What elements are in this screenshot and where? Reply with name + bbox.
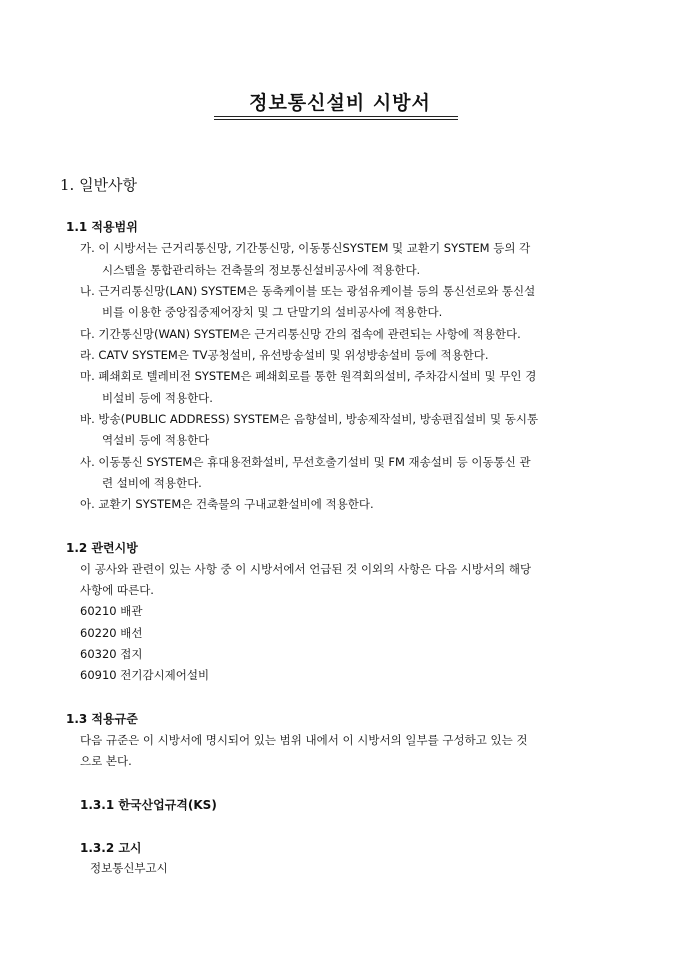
section-1-1-heading: 1.1 적용범위 (66, 220, 138, 234)
related-spec-ref: 60210 배관 (80, 604, 143, 618)
standards-para-line1: 다음 규준은 이 시방서에 명시되어 있는 범위 내에서 이 시방서의 일부를 구성하고 있는 것 (80, 733, 528, 747)
scope-item-ga-line2: 시스템을 통합관리하는 건축물의 정보통신설비공사에 적용한다. (102, 263, 421, 277)
section-1-3-heading: 1.3 적용규준 (66, 712, 138, 726)
scope-item-da: 다. 기간통신망(WAN) SYSTEM은 근거리통신망 간의 접속에 관련되는 사항에 적용한다. (80, 327, 521, 341)
section-1-2-heading: 1.2 관련시방 (66, 541, 138, 555)
title-underline-bottom (214, 119, 458, 120)
scope-item-ma-line2: 비설비 등에 적용한다. (102, 391, 213, 405)
scope-item-ba-line2: 역설비 등에 적용한다 (102, 433, 210, 447)
section-1-heading: 1. 일반사항 (60, 176, 138, 194)
scope-item-a: 아. 교환기 SYSTEM은 건축물의 구내교환설비에 적용한다. (80, 497, 374, 511)
related-spec-ref: 60220 배선 (80, 626, 143, 640)
scope-item-ba-line1: 바. 방송(PUBLIC ADDRESS) SYSTEM은 음향설비, 방송제작설비, 방송편집설비 및 동시통 (80, 412, 539, 426)
notice-text: 정보통신부고시 (90, 861, 168, 875)
related-spec-ref: 60320 접지 (80, 647, 143, 661)
related-spec-ref: 60910 전기감시제어설비 (80, 668, 210, 682)
scope-item-na-line2: 비를 이용한 중앙집중제어장치 및 그 단말기의 설비공사에 적용한다. (102, 305, 443, 319)
scope-item-sa-line2: 련 설비에 적용한다. (102, 476, 202, 490)
document-title: 정보통신설비 시방서 (249, 92, 431, 114)
standards-para-line2: 으로 본다. (80, 754, 132, 768)
title-underline-top (214, 116, 458, 117)
section-1-3-1-heading: 1.3.1 한국산업규격(KS) (80, 798, 217, 812)
scope-item-sa-line1: 사. 이동통신 SYSTEM은 휴대용전화설비, 무선호출기설비 및 FM 재송설비 등 이동통신 관 (80, 455, 531, 469)
scope-item-ga-line1: 가. 이 시방서는 근거리통신망, 기간통신망, 이동통신SYSTEM 및 교환기 SYSTEM 등의 각 (80, 241, 531, 255)
scope-item-ra: 라. CATV SYSTEM은 TV공청설비, 유선방송설비 및 위성방송설비 등에 적용한다. (80, 348, 489, 362)
scope-item-ma-line1: 마. 폐쇄회로 텔레비전 SYSTEM은 폐쇄회로를 통한 원격회의설비, 주차감시설비 및 무인 경 (80, 369, 537, 383)
related-spec-para-line2: 사항에 따른다. (80, 583, 154, 597)
section-1-3-2-heading: 1.3.2 고시 (80, 841, 142, 855)
scope-item-na-line1: 나. 근거리통신망(LAN) SYSTEM은 동축케이블 또는 광섬유케이블 등의 통신선로와 통신설 (80, 284, 536, 298)
related-spec-para-line1: 이 공사와 관련이 있는 사항 중 이 시방서에서 언급된 것 이외의 사항은 다음 시방서의 해당 (80, 562, 532, 576)
